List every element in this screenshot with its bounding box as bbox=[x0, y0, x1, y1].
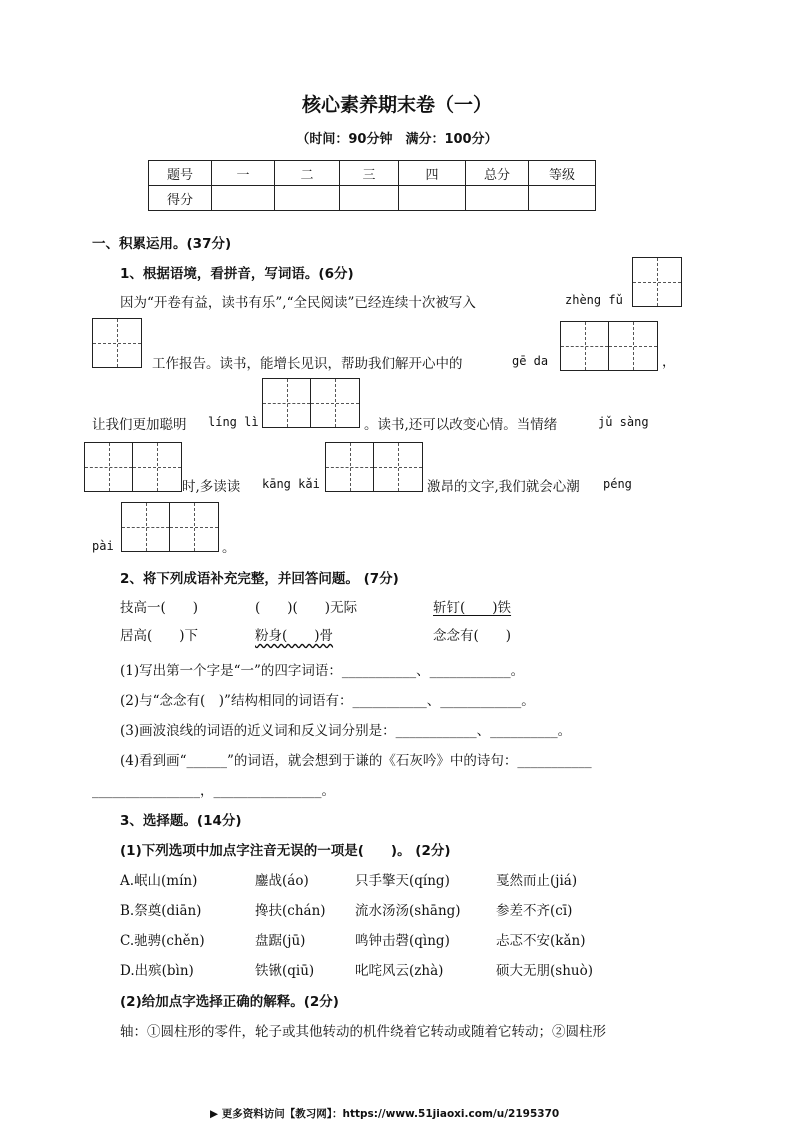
option-item: 搀扶(chán) bbox=[255, 903, 326, 919]
question-heading: 1、根据语境，看拼音，写词语。(6分) bbox=[120, 266, 354, 282]
option-item: 流水汤汤(shāng) bbox=[355, 903, 461, 919]
score-cell[interactable] bbox=[275, 186, 340, 211]
punctuation: ， bbox=[662, 354, 676, 370]
passage-line: 因为“开卷有益，读书有乐”,“全民阅读”已经连续十次被写入 bbox=[120, 295, 476, 311]
passage-line: 激昂的文字,我们就会心潮 bbox=[427, 479, 580, 495]
option-item: D.出殡(bìn) bbox=[120, 963, 194, 979]
passage-line: 工作报告。读书，能增长见识，帮助我们解开心中的 bbox=[152, 356, 463, 372]
pinyin-label: kāng kǎi bbox=[262, 477, 320, 491]
option-item: 鸣钟击磬(qìng) bbox=[355, 933, 450, 949]
writing-grid[interactable] bbox=[632, 257, 682, 307]
option-item: 只手擎天(qíng) bbox=[355, 873, 450, 889]
pinyin-label: péng bbox=[603, 477, 632, 491]
table-row bbox=[149, 186, 596, 211]
option-item: 忐忑不安(kǎn) bbox=[496, 933, 586, 949]
sub-question: (1)下列选项中加点字注音无误的一项是( )。 (2分) bbox=[120, 843, 451, 859]
option-item: C.驰骋(chěn) bbox=[120, 933, 205, 949]
footer-link[interactable]: ▶ 更多资料访问【教习网】：https://www.51jiaoxi.com/u/2195370 bbox=[210, 1108, 560, 1120]
sub-question: (1)写出第一个字是“一”的四字词语：___________、____________。 bbox=[120, 663, 525, 679]
passage-line: 轴：①圆柱形的零件，轮子或其他转动的机件绕着它转动或随着它转动；②圆柱形 bbox=[120, 1024, 606, 1040]
pinyin-label: pài bbox=[92, 539, 114, 553]
option-item: A.岷山(mín) bbox=[120, 873, 198, 889]
option-item: B.祭奠(diān) bbox=[120, 903, 202, 919]
passage-line: 让我们更加聪明 bbox=[92, 417, 187, 433]
table-header-cell: 一 bbox=[212, 161, 275, 186]
question-heading: 3、选择题。(14分) bbox=[120, 813, 242, 829]
sub-question: (3)画波浪线的词语的近义词和反义词分别是：____________、__________。 bbox=[120, 723, 572, 739]
writing-grid[interactable] bbox=[262, 378, 360, 428]
idiom-item-underlined: 斩钉( )铁 bbox=[433, 600, 512, 616]
option-item: 鏖战(áo) bbox=[255, 873, 309, 889]
writing-grid[interactable] bbox=[560, 321, 658, 371]
score-table bbox=[148, 160, 596, 211]
table-header-cell: 三 bbox=[340, 161, 399, 186]
idiom-item: 居高( )下 bbox=[120, 628, 199, 644]
option-item: 叱咤风云(zhà) bbox=[355, 963, 444, 979]
idiom-item-wavy: 粉身( )骨 bbox=[255, 628, 334, 644]
option-item: 硕大无朋(shuò) bbox=[496, 963, 593, 979]
score-cell[interactable] bbox=[399, 186, 466, 211]
writing-grid[interactable] bbox=[121, 502, 219, 552]
table-header-cell: 二 bbox=[275, 161, 340, 186]
option-item: 盘踞(jū) bbox=[255, 933, 306, 949]
score-cell[interactable] bbox=[212, 186, 275, 211]
writing-grid[interactable] bbox=[84, 442, 182, 492]
idiom-item: 技高一( ) bbox=[120, 600, 199, 616]
writing-grid[interactable] bbox=[325, 442, 423, 492]
punctuation: 。 bbox=[222, 540, 236, 556]
pinyin-label: gē da bbox=[512, 354, 549, 368]
question-heading: 2、将下列成语补充完整，并回答问题。 (7分) bbox=[120, 571, 399, 587]
table-header-cell: 总分 bbox=[466, 161, 529, 186]
section-heading: 一、积累运用。(37分) bbox=[92, 236, 232, 252]
table-header-cell: 等级 bbox=[529, 161, 596, 186]
passage-line: 时,多读读 bbox=[182, 479, 241, 495]
writing-grid[interactable] bbox=[92, 318, 142, 368]
table-row bbox=[149, 161, 596, 186]
page-title: 核心素养期末卷（一） bbox=[301, 94, 492, 116]
table-header-cell: 题号 bbox=[149, 161, 212, 186]
table-header-cell: 四 bbox=[399, 161, 466, 186]
pinyin-label: líng lì bbox=[208, 415, 259, 429]
score-cell[interactable] bbox=[340, 186, 399, 211]
idiom-item: ( )( )无际 bbox=[255, 600, 358, 616]
sub-question: (2)与“念念有( )”结构相同的词语有：___________、____________。 bbox=[120, 693, 535, 709]
sub-question: ________________，________________。 bbox=[92, 783, 335, 799]
sub-question: (2)给加点字选择正确的解释。(2分) bbox=[120, 994, 339, 1010]
option-item: 参差不齐(cī) bbox=[496, 903, 573, 919]
table-row-label: 得分 bbox=[149, 186, 212, 211]
idiom-item: 念念有( ) bbox=[433, 628, 512, 644]
page-subtitle: （时间：90分钟 满分：100分） bbox=[296, 132, 498, 147]
passage-line: 。读书,还可以改变心情。当情绪 bbox=[364, 417, 558, 433]
option-item: 铁锹(qiū) bbox=[255, 963, 315, 979]
score-cell[interactable] bbox=[466, 186, 529, 211]
option-item: 戛然而止(jiá) bbox=[496, 873, 578, 889]
pinyin-label: jǔ sàng bbox=[598, 415, 649, 429]
pinyin-label: zhèng fǔ bbox=[565, 293, 623, 307]
sub-question: (4)看到画“______”的词语，就会想到于谦的《石灰吟》中的诗句：___________ bbox=[120, 753, 592, 769]
score-cell[interactable] bbox=[529, 186, 596, 211]
